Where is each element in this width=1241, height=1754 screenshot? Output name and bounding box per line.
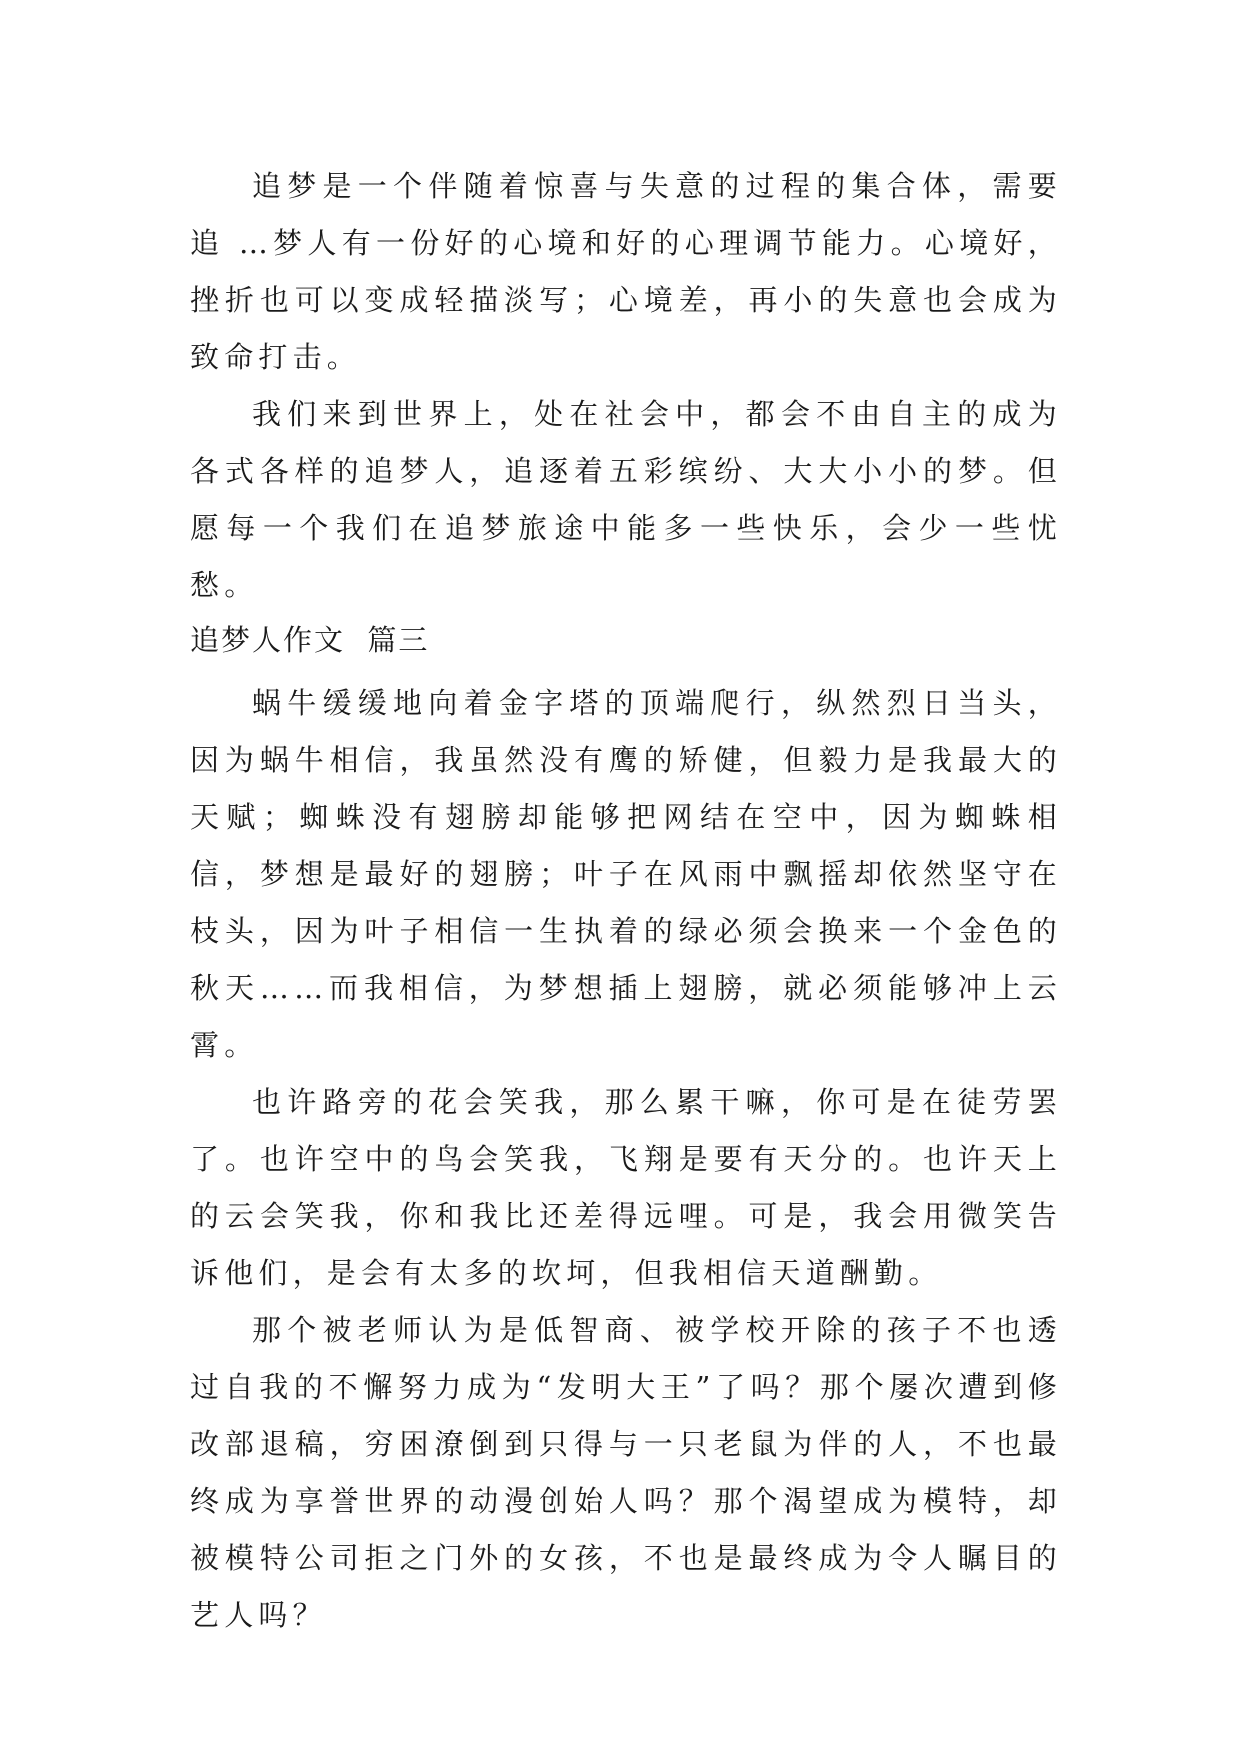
- paragraph-snail-spider-leaf: 蜗牛缓缓地向着金字塔的顶端爬行，纵然烈日当头，因为蜗牛相信，我虽然没有鹰的矫健，但毅力是我最大的天赋；蜘蛛没有翅膀却能够把网结在空中，因为蜘蛛相信，梦想是最好的翅膀；叶子在风雨中飘摇却依然坚守在枝头，因为叶子相信一生执着的绿必须会换来一个金色的秋天……而我相信，为梦想插上翅膀，就必须能够冲上云霄。: [190, 686, 1062, 1062]
- essay-part-three: [190, 675, 1062, 1644]
- paragraph-dream-mindset: 追梦是一个伴随着惊喜与失意的过程的集合体，需要追 …梦人有一份好的心境和好的心理调节能力。心境好，挫折也可以变成轻描淡写；心境差，再小的失意也会成为致命打击。: [190, 169, 1062, 374]
- paragraph-famous-examples: 那个被老师认为是低智商、被学校开除的孩子不也透过自我的不懈努力成为“发明大王”了吗？那个屡次遭到修改部退稿，穷困潦倒到只得与一只老鼠为伴的人，不也最终成为享誉世界的动漫创始人吗？那个渴望成为模特，却被模特公司拒之门外的女孩，不也是最终成为令人瞩目的艺人吗？: [190, 1313, 1062, 1632]
- paragraph-others-laugh: 也许路旁的花会笑我，那么累干嘛，你可是在徒劳罢了。也许空中的鸟会笑我，飞翔是要有天分的。也许天上的云会笑我，你和我比还差得远哩。可是，我会用微笑告诉他们，是会有太多的坎坷，但我相信天道酬勤。: [190, 1085, 1062, 1290]
- paragraph-dream-chasers: 我们来到世界上，处在社会中，都会不由自主的成为各式各样的追梦人，追逐着五彩缤纷、大大小小的梦。但愿每一个我们在追梦旅途中能多一些快乐，会少一些忧愁。: [190, 397, 1062, 602]
- essay-continuation: [190, 158, 1062, 614]
- section-heading: 追梦人作文 篇三: [190, 623, 430, 657]
